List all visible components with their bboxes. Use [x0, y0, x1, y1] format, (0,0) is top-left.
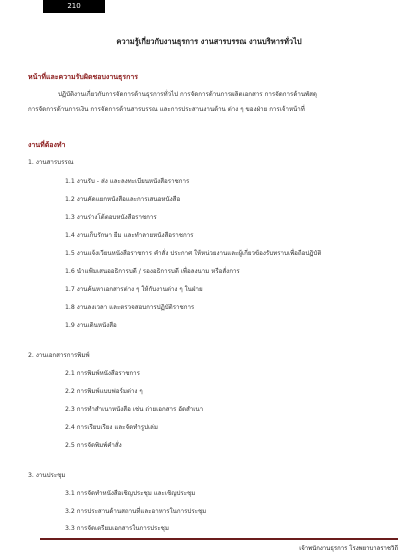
footer-divider	[40, 538, 398, 540]
tasks-heading: งานที่ต้องทำ	[28, 141, 66, 149]
duties-heading: หน้าที่และความรับผิดชอบงานธุรการ	[28, 73, 139, 81]
list-item: 3.2 การประสานด้านสถานที่และอาหารในการประชุม	[65, 508, 207, 515]
duties-paragraph	[28, 87, 388, 117]
list-item: 2.1 การพิมพ์หนังสือราชการ	[65, 370, 140, 377]
document-title: ความรู้เกี่ยวกับงานธุรการ งานสารบรรณ งานบริหารทั่วไป	[116, 37, 302, 46]
footer-text: เจ้าพนักงานธุรการ โรงพยาบาลราชวิถี	[299, 545, 398, 552]
list-item: 1.8 งานลงเวลา และตรวจสอบการปฏิบัติราชการ	[65, 304, 195, 311]
list-item: 2.5 การจัดพิมพ์คำสั่ง	[65, 442, 122, 449]
list-item: 3.1 การจัดทำหนังสือเชิญประชุม และเชิญประชุม	[65, 490, 196, 497]
list-item: 1.7 งานค้นหาเอกสารต่าง ๆ ให้กับงานต่าง ๆ ในฝ่าย	[65, 286, 203, 293]
duties-line-1: ปฏิบัติงานเกี่ยวกับการจัดการด้านธุรการทั่วไป การจัดการด้านการผลิตเอกสาร การจัดการด้านพัสดุ	[58, 91, 317, 98]
list-item: 3.3 การจัดเตรียมเอกสารในการประชุม	[65, 525, 169, 532]
list-item: 1.9 งานเดินหนังสือ	[65, 322, 117, 329]
list-item: 1.2 งานคัดแยกหนังสือและการเสนอหนังสือ	[65, 196, 181, 203]
list-item: 1.1 งานรับ - ส่ง และลงทะเบียนหนังสือราชการ	[65, 178, 190, 185]
list-item: 1.5 งานแจ้งเวียนหนังสือราชการ คำสั่ง ประกาศ ให้หน่วยงานและผู้เกี่ยวข้องรับทราบเพื่อถือปฏิบัติ	[65, 250, 322, 257]
list-item: 2.2 การพิมพ์แบบฟอร์มต่าง ๆ	[65, 388, 143, 395]
list-item: 1.4 งานเก็บรักษา ยืม และทำลายหนังสือราชการ	[65, 232, 194, 239]
list-item: 2.4 การเรียบเรียง และจัดทำรูปเล่ม	[65, 424, 158, 431]
section-title-documents: 1. งานสารบรรณ	[28, 159, 74, 166]
section-title-meetings: 3. งานประชุม	[28, 472, 66, 479]
page-number: 210	[43, 0, 105, 13]
section-title-printing: 2. งานเอกสารการพิมพ์	[28, 352, 90, 359]
duties-line-2: การจัดการด้านการเงิน การจัดการด้านสารบรรณ และการประสานงานด้าน ต่าง ๆ ของฝ่าย การเจ้าหน้าที่	[28, 106, 305, 113]
list-item: 1.6 นำแฟ้มเสนออธิการบดี / รองอธิการบดี เพื่อลงนาม หรือสั่งการ	[65, 268, 240, 275]
list-item: 1.3 งานร่างโต้ตอบหนังสือราชการ	[65, 214, 157, 221]
list-item: 2.3 การทำสำเนาหนังสือ เช่น ถ่ายเอกสาร อัดสำเนา	[65, 406, 204, 413]
